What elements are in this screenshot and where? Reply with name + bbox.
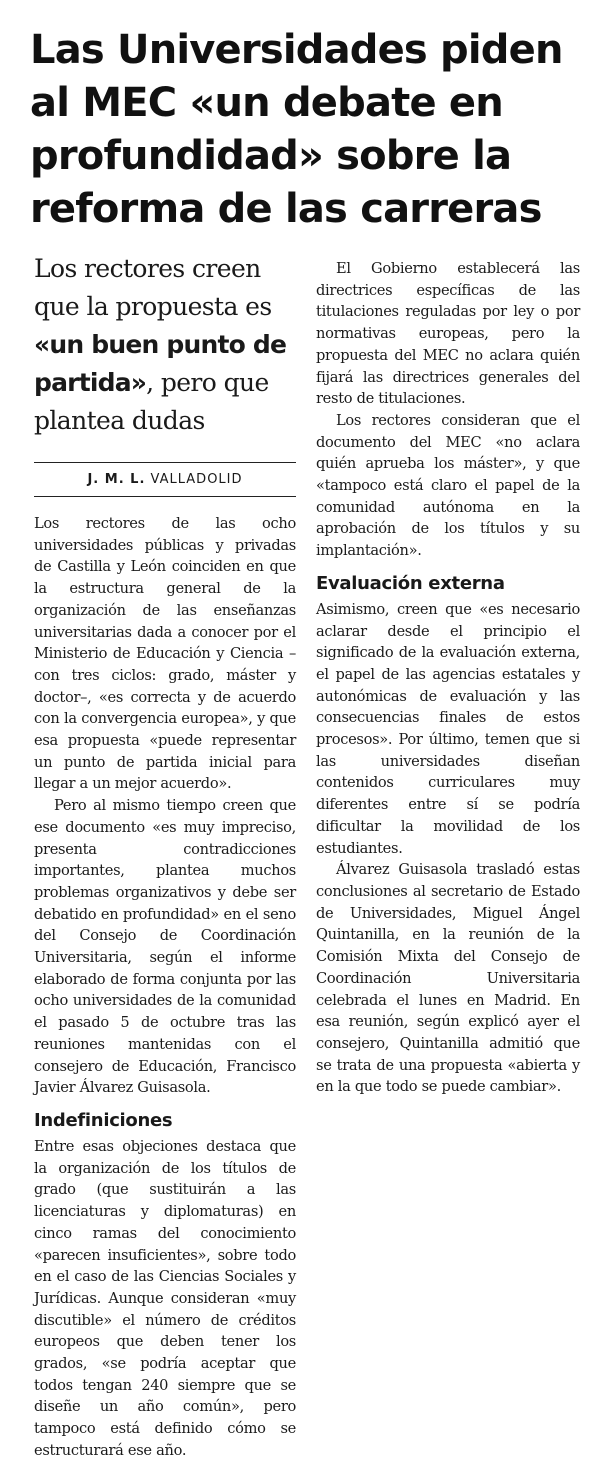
paragraph-2: Pero al mismo tiempo creen que ese documento «es muy impreciso, presenta contradicciones importantes, plantea muchos problemas organizativos y debe ser debatido en profundidad» en el seno del Consejo de Coordinación Universitaria, según el informe elaborado de forma conjunta por las ocho universidades de la comunidad el pasado 5 de octubre tras las reuniones mantenidas con el consejero de Educación, Francisco Javier Álvarez Guisasola. xyxy=(34,797,296,1097)
byline-city: VALLADOLID xyxy=(150,472,243,487)
byline-rule-top xyxy=(34,462,296,463)
paragraph-7: Álvarez Guisasola trasladó estas conclusiones al secretario de Estado de Universidades, Miguel Ángel Quintanilla, en la reunión de la Comisión Mixta del Consejo de Coordinación Universitaria celebrada el lunes en Madrid. En esa reunión, según explicó ayer el consejero, Quintanilla admitió que se trata de una propuesta «abierta y en la que todo se puede cambiar». xyxy=(316,861,580,1096)
paragraph-5: Los rectores consideran que el documento del MEC «no aclara quién aprueba los máster», y que «tampoco está claro el papel de la comunidad autónoma en la aprobación de los títulos y su implantación». xyxy=(316,411,580,560)
byline xyxy=(34,472,296,487)
section-heading-evaluacion-externa: Evaluación externa xyxy=(316,572,505,594)
headline: Las Universidades piden al MEC «un debate en profundidad» sobre la reforma de las carreras xyxy=(30,27,563,232)
byline-rule-bottom xyxy=(34,496,296,497)
subhead-text-1: Los rectores creen que la propuesta es xyxy=(34,254,272,321)
paragraph-6: Asimismo, creen que «es necesario aclarar desde el principio el significado de la evaluación externa, el papel de las agencias estatales y autonómicas de evaluación y las consecuencias finales de estos procesos». Por último, temen que si las universidades diseñan contenidos curriculares muy diferentes entre sí se podría dificultar la movilidad de los estudiantes. xyxy=(316,600,580,857)
subhead-text-2: , pero que plantea dudas xyxy=(34,368,269,435)
subheadline xyxy=(34,250,304,440)
paragraph-3: Entre esas objeciones destaca que la organización de los títulos de grado (que sustituirán a las licenciaturas y diplomaturas) en cinco ramas del conocimiento «parecen insuficientes», sobre todo en el caso de las Ciencias Sociales y Jurídicas. Aunque consideran «muy discutible» el número de créditos europeos que deben tener los grados, «se podría aceptar que todos tengan 240 siempre que se diseñe un año común», pero tampoco está definido cómo se estructurará ese año. xyxy=(34,1137,296,1459)
byline-author: J. M. L. xyxy=(87,472,146,487)
article-column-left xyxy=(34,513,296,1462)
subhead-emphasis: «un buen punto de partida» xyxy=(34,330,287,397)
section-heading-indefiniciones: Indefiniciones xyxy=(34,1109,173,1131)
paragraph-4: El Gobierno establecerá las directrices específicas de las titulaciones reguladas por ley o por normativas europeas, pero la propuesta del MEC no aclara quién fijará las directrices generales del resto de titulaciones. xyxy=(316,260,580,408)
paragraph-1: Los rectores de las ocho universidades públicas y privadas de Castilla y León coinciden en que la estructura general de la organización de las enseñanzas universitarias dada a conocer por el Ministerio de Educación y Ciencia –con tres ciclos: grado, máster y doctor–, «es correcta y de acuerdo con la convergencia europea», y que esa propuesta «puede representar un punto de partida inicial para llegar a un mejor acuerdo». xyxy=(34,515,296,793)
article-column-right xyxy=(316,258,580,1098)
